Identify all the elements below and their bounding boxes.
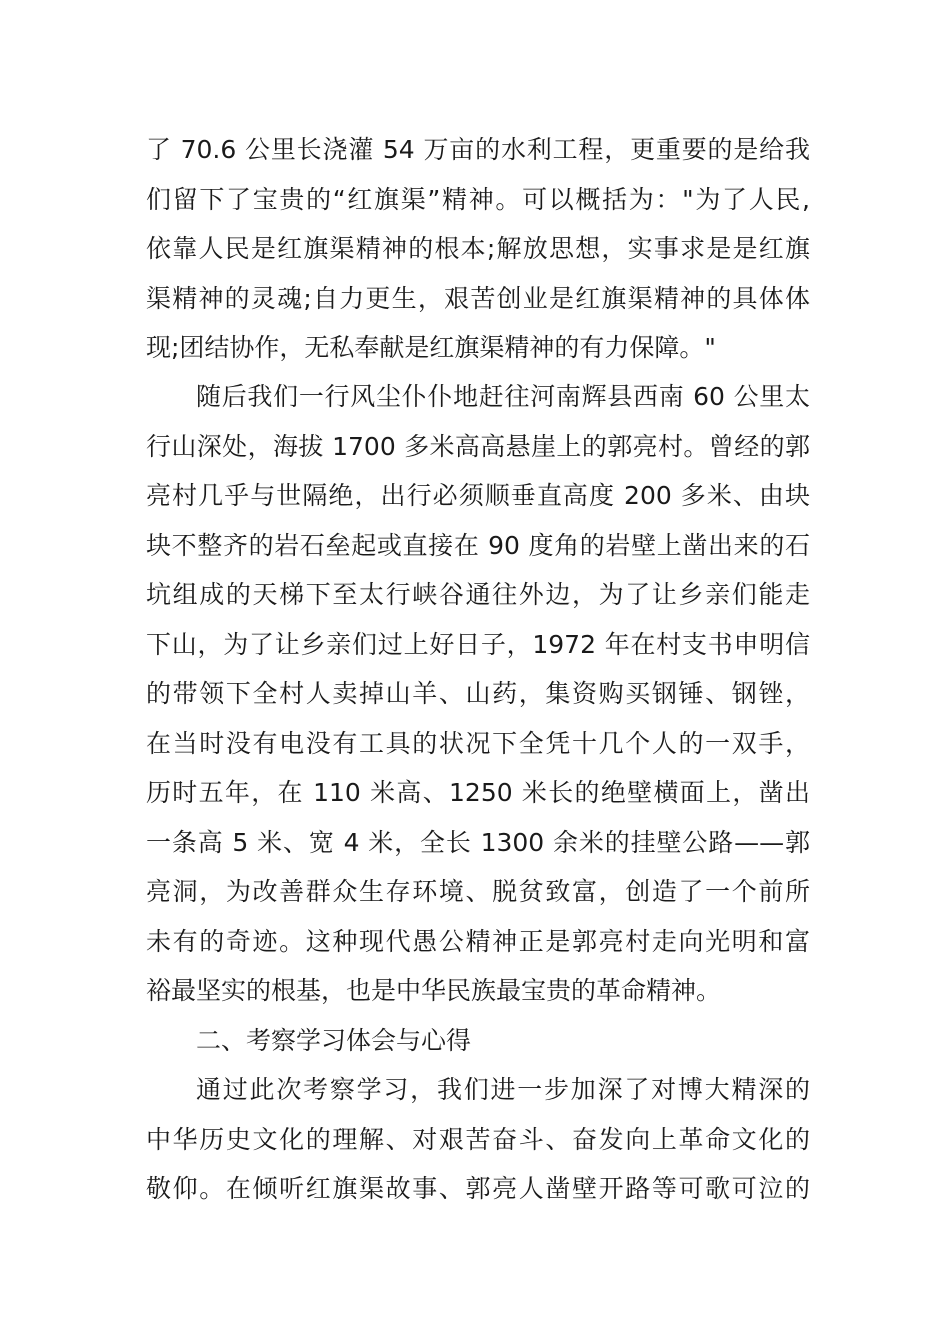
text-line: 裕最坚实的根基，也是中华民族最宝贵的革命精神。: [146, 976, 722, 1005]
text-line: 历时五年，在 110 米高、1250 米长的绝壁横面上，凿出: [146, 778, 810, 807]
text-line: 未有的奇迹。这种现代愚公精神正是郭亮村走向光明和富: [146, 927, 810, 956]
text-line: 们留下了宝贵的“红旗渠”精神。可以概括为："为了人民,: [146, 185, 810, 214]
text-line: 亮洞，为改善群众生存环境、脱贫致富，创造了一个前所: [146, 877, 810, 906]
text-line: 坑组成的天梯下至太行峡谷通往外边，为了让乡亲们能走: [146, 580, 810, 609]
text-line: 渠精神的灵魂;自力更生，艰苦创业是红旗渠精神的具体体: [146, 284, 810, 313]
text-line: 行山深处，海拔 1700 多米高高悬崖上的郭亮村。曾经的郭: [146, 432, 810, 461]
text-line: 亮村几乎与世隔绝，出行必须顺垂直高度 200 多米、由块: [146, 481, 810, 510]
section-heading: 二、考察学习体会与心得: [196, 1026, 472, 1055]
text-line: 了 70.6 公里长浇灌 54 万亩的水利工程，更重要的是给我: [146, 135, 810, 164]
text-line: 在当时没有电没有工具的状况下全凭十几个人的一双手，: [146, 729, 810, 758]
text-line: 依靠人民是红旗渠精神的根本;解放思想，实事求是是红旗: [146, 234, 810, 263]
text-line: 的带领下全村人卖掉山羊、山药，集资购买钢锤、钢锉，: [146, 679, 810, 708]
paragraph-first-line: 通过此次考察学习，我们进一步加深了对博大精深的: [196, 1075, 810, 1104]
text-line: 现;团结协作，无私奉献是红旗渠精神的有力保障。": [146, 333, 716, 362]
paragraph-first-line: 随后我们一行风尘仆仆地赶往河南辉县西南 60 公里太: [196, 382, 810, 411]
text-line: 块不整齐的岩石垒起或直接在 90 度角的岩壁上凿出来的石: [146, 531, 810, 560]
text-line: 敬仰。在倾听红旗渠故事、郭亮人凿壁开路等可歌可泣的: [146, 1174, 810, 1203]
text-line: 下山，为了让乡亲们过上好日子，1972 年在村支书申明信: [146, 630, 810, 659]
text-line: 一条高 5 米、宽 4 米，全长 1300 余米的挂壁公路——郭: [146, 828, 810, 857]
text-line: 中华历史文化的理解、对艰苦奋斗、奋发向上革命文化的: [146, 1125, 810, 1154]
